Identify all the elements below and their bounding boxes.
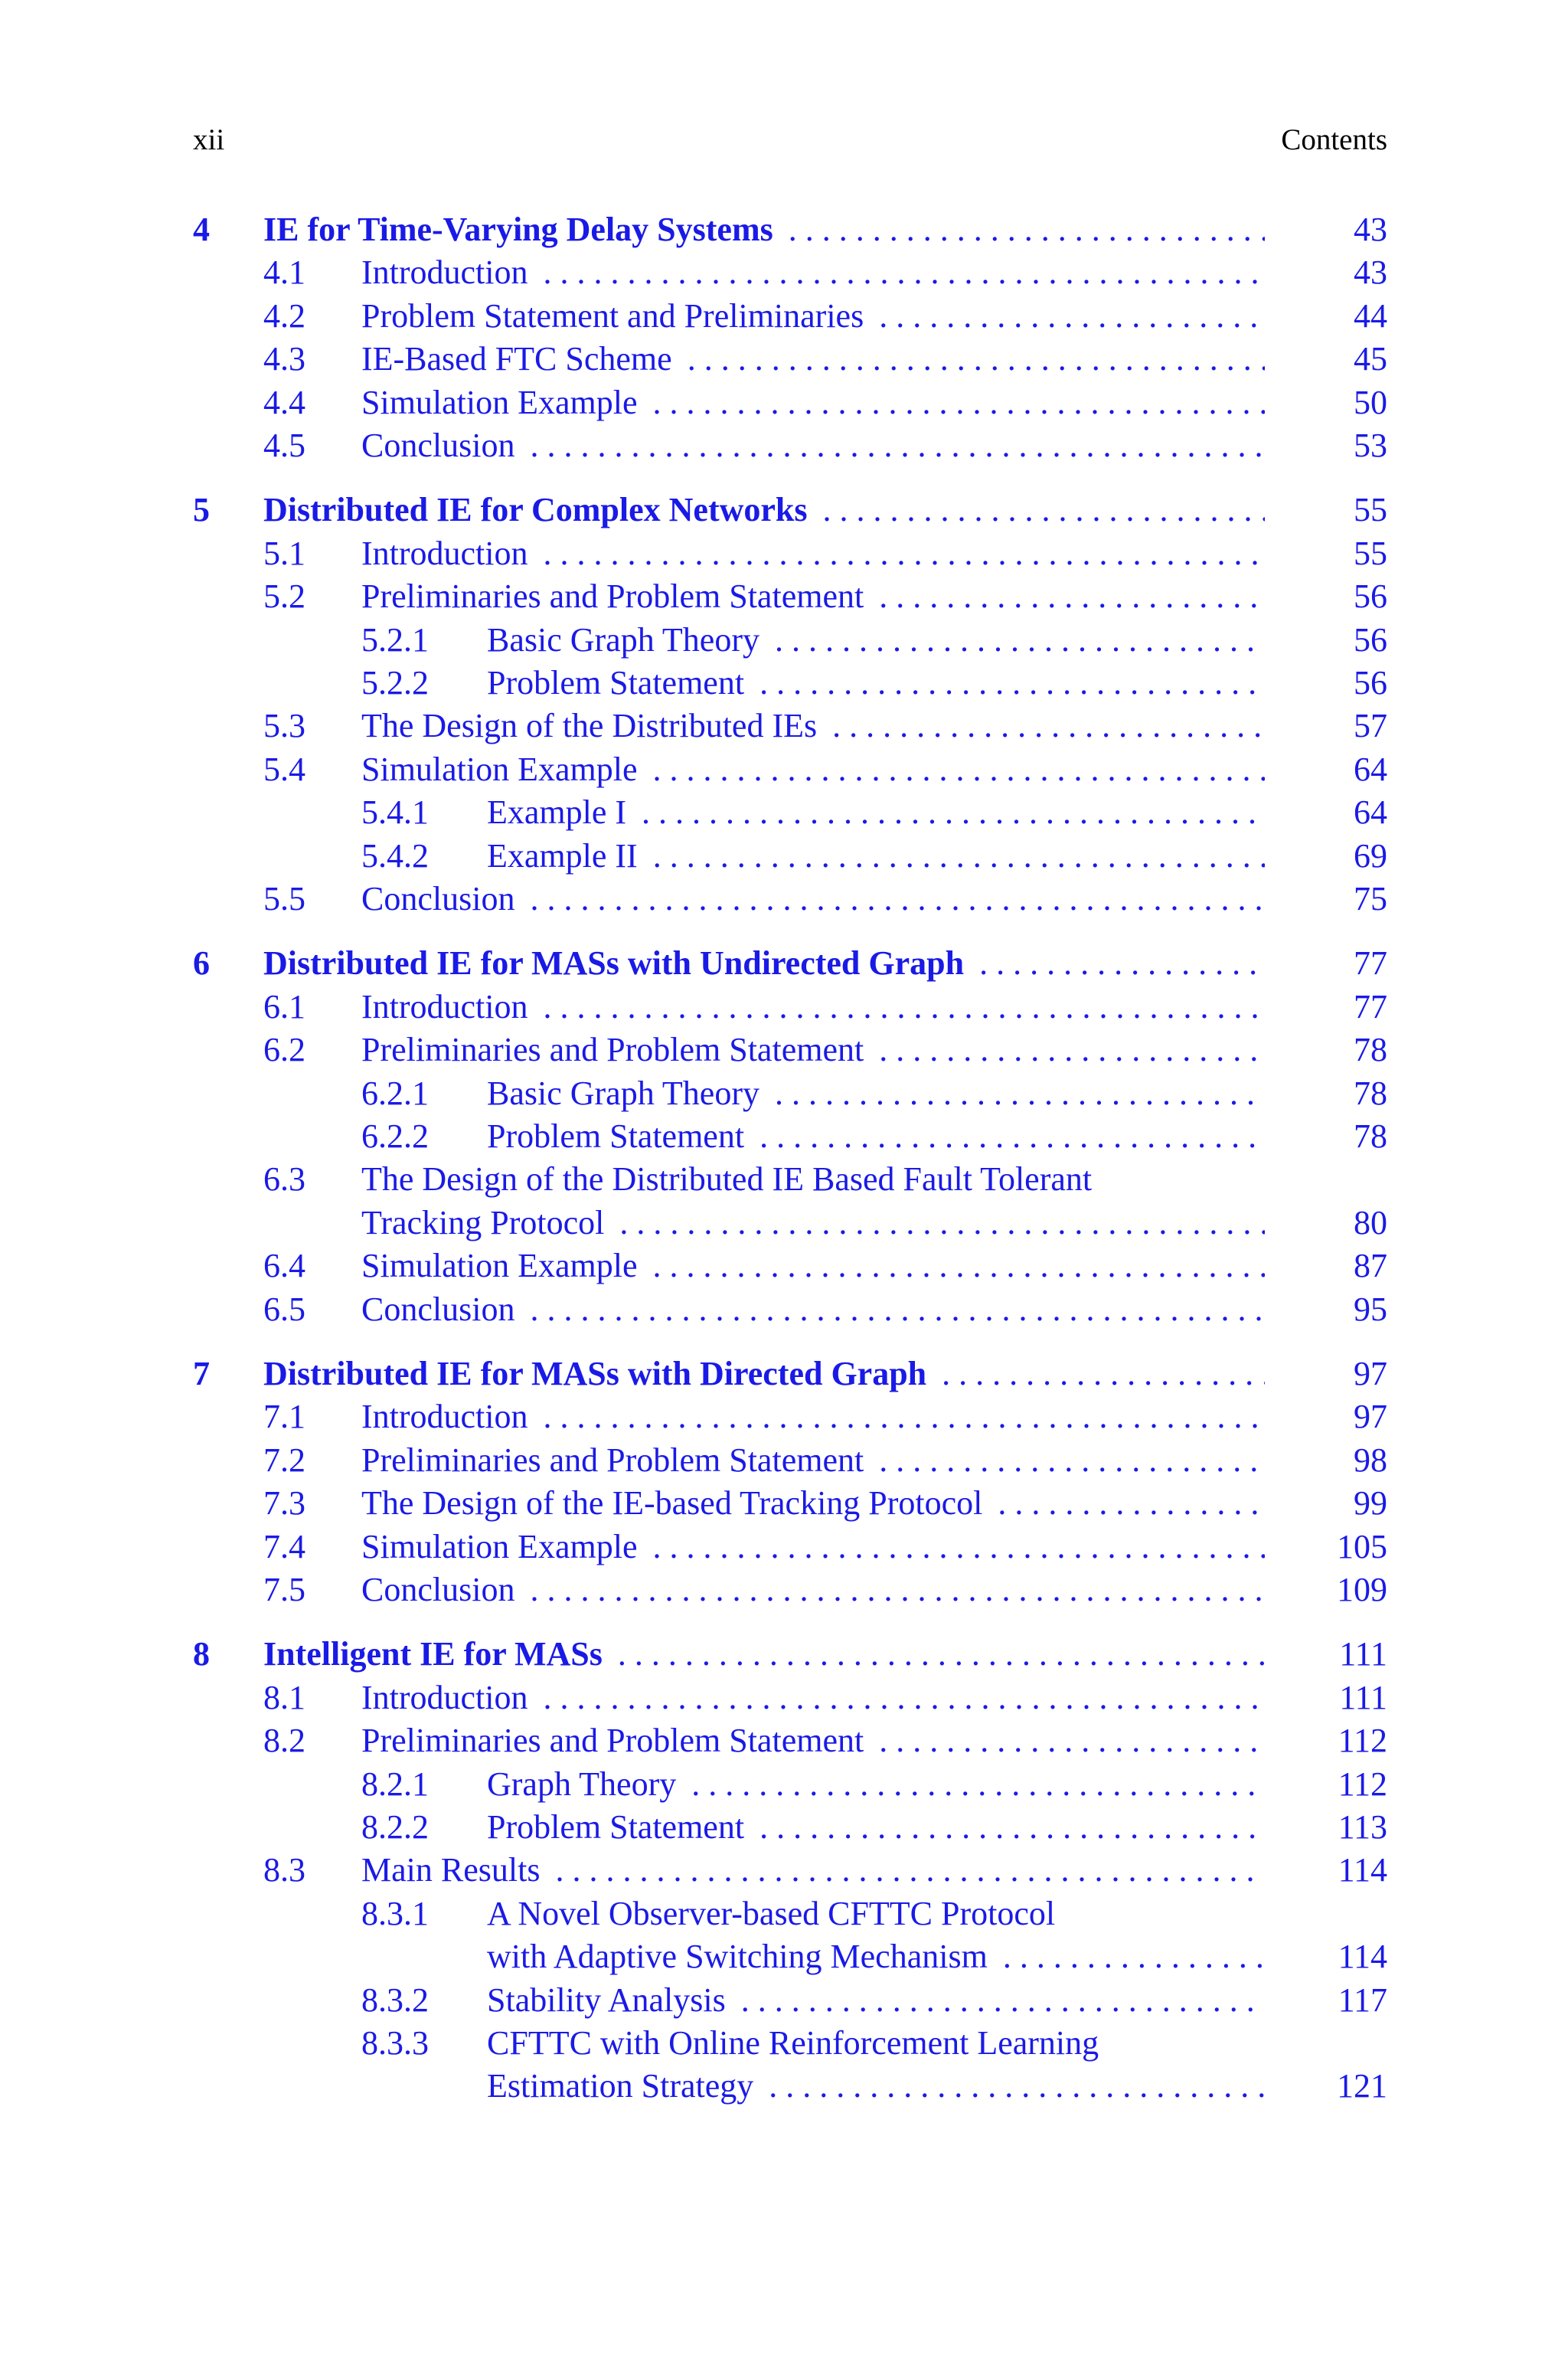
dot-leader — [544, 986, 1265, 1029]
entry-number: 7.3 — [263, 1484, 305, 1523]
dot-leader — [530, 1568, 1265, 1611]
toc-section-entry[interactable] — [193, 1288, 1387, 1331]
dot-leader — [879, 1719, 1265, 1762]
entry-page-number: 57 — [1354, 707, 1387, 745]
entry-number: 8.2.2 — [361, 1808, 429, 1846]
toc-section-entry[interactable] — [193, 1935, 1387, 1978]
entry-title-link[interactable]: Estimation Strategy — [487, 2067, 754, 2105]
entry-title-link[interactable]: Problem Statement and Preliminaries — [361, 296, 864, 335]
entry-page-number: 56 — [1354, 620, 1387, 659]
entry-page-number: 97 — [1354, 1398, 1387, 1436]
entry-number: 5.2.1 — [361, 620, 429, 659]
dot-leader — [823, 489, 1266, 532]
entry-number: 8.3 — [263, 1851, 305, 1889]
entry-number: 4.5 — [263, 427, 305, 464]
entry-number: 7.1 — [263, 1398, 305, 1436]
toc-section-entry[interactable] — [193, 1202, 1387, 1245]
entry-page-number: 114 — [1338, 1938, 1387, 1976]
dot-leader — [653, 1245, 1265, 1287]
toc-section-entry[interactable] — [193, 1763, 1387, 1806]
entry-page-number: 50 — [1354, 383, 1387, 421]
toc-section-entry[interactable] — [193, 1115, 1387, 1158]
running-title: Contents — [1281, 123, 1387, 156]
dot-leader — [555, 1849, 1265, 1892]
entry-number: 8.3.2 — [361, 1981, 429, 2019]
entry-page-number: 95 — [1354, 1290, 1387, 1328]
toc-section-entry[interactable] — [193, 791, 1387, 834]
entry-title-link[interactable]: Conclusion — [361, 1571, 515, 1608]
entry-title-link[interactable]: The Design of the Distributed IE Based Fault Tolerant — [361, 1160, 1093, 1199]
entry-page-number: 53 — [1354, 427, 1387, 464]
dot-leader — [998, 1482, 1265, 1525]
entry-page-number: 55 — [1354, 534, 1387, 572]
entry-number: 4.2 — [263, 296, 305, 335]
entry-page-number: 77 — [1354, 944, 1387, 983]
entry-title-link[interactable]: The Design of the IE-based Tracking Protocol — [361, 1484, 983, 1523]
toc-section-entry[interactable] — [193, 424, 1387, 467]
dot-leader — [760, 1115, 1265, 1158]
entry-page-number: 117 — [1338, 1981, 1387, 2019]
entry-number: 5.1 — [263, 534, 305, 572]
entry-title-link[interactable]: Example II — [487, 836, 638, 875]
toc-section-entry[interactable] — [193, 835, 1387, 878]
entry-number: 7.2 — [263, 1441, 305, 1479]
toc-section-entry[interactable] — [193, 1439, 1387, 1482]
toc-section-entry[interactable] — [193, 575, 1387, 618]
entry-number: 8.3.1 — [361, 1894, 429, 1932]
dot-leader — [789, 208, 1265, 251]
toc-section-entry[interactable] — [193, 295, 1387, 338]
toc-section-entry[interactable] — [193, 381, 1387, 424]
entry-number: 5.3 — [263, 707, 305, 745]
entry-title-link[interactable]: Preliminaries and Problem Statement — [361, 577, 864, 616]
entry-title-link[interactable]: IE for Time-Varying Delay Systems — [263, 211, 773, 248]
entry-number: 4 — [193, 211, 210, 248]
entry-page-number: 97 — [1354, 1355, 1387, 1392]
entry-title-link[interactable]: Introduction — [361, 1678, 528, 1716]
entry-page-number: 44 — [1354, 296, 1387, 335]
dot-leader — [688, 338, 1265, 381]
entry-title-link[interactable]: Introduction — [361, 1398, 528, 1436]
entry-number: 8.1 — [263, 1678, 305, 1716]
entry-title-link[interactable]: Stability Analysis — [487, 1981, 726, 2019]
dot-leader — [879, 1029, 1265, 1071]
entry-number: 5.4 — [263, 750, 305, 788]
toc-section-entry[interactable] — [193, 662, 1387, 705]
toc-section-entry[interactable] — [193, 532, 1387, 575]
entry-page-number: 112 — [1338, 1722, 1387, 1760]
entry-title-link[interactable]: Introduction — [361, 534, 528, 572]
dot-leader — [879, 1439, 1265, 1482]
entry-number: 5.2.2 — [361, 664, 429, 702]
toc-section-entry[interactable] — [193, 748, 1387, 791]
dot-leader — [530, 424, 1265, 467]
entry-page-number: 87 — [1354, 1247, 1387, 1285]
entry-title-link[interactable]: IE-Based FTC Scheme — [361, 340, 672, 378]
entry-title-link[interactable]: Preliminaries and Problem Statement — [361, 1031, 864, 1069]
entry-title-link[interactable]: with Adaptive Switching Mechanism — [487, 1938, 988, 1976]
toc-chapter-entry[interactable] — [193, 489, 1387, 532]
entry-title-link[interactable]: Simulation Example — [361, 1527, 638, 1565]
toc-section-entry[interactable] — [193, 1029, 1387, 1071]
toc-section-entry[interactable] — [193, 1526, 1387, 1568]
entry-page-number: 56 — [1354, 664, 1387, 702]
entry-title-link[interactable]: Tracking Protocol — [361, 1203, 605, 1241]
entry-number: 6.2 — [263, 1031, 305, 1069]
dot-leader — [530, 1288, 1265, 1331]
dot-leader — [530, 878, 1265, 921]
dot-leader — [760, 662, 1265, 705]
entry-number: 7.5 — [263, 1571, 305, 1608]
entry-title-link[interactable]: Distributed IE for MASs with Undirected Graph — [263, 944, 965, 983]
toc-section-entry[interactable] — [193, 986, 1387, 1029]
dot-leader — [642, 791, 1265, 834]
entry-page-number: 64 — [1354, 793, 1387, 832]
toc-section-entry[interactable] — [193, 1568, 1387, 1611]
entry-title-link[interactable]: CFTTC with Online Reinforcement Learning — [487, 2024, 1099, 2062]
dot-leader — [741, 1979, 1265, 2022]
dot-leader — [544, 251, 1265, 294]
entry-number: 6.3 — [263, 1160, 305, 1199]
toc-section-entry[interactable] — [193, 1719, 1387, 1762]
entry-page-number: 114 — [1338, 1851, 1387, 1889]
dot-leader — [618, 1633, 1265, 1676]
dot-leader — [775, 1072, 1265, 1115]
toc-section-entry[interactable] — [193, 705, 1387, 747]
entry-page-number: 75 — [1354, 880, 1387, 918]
entry-title-link[interactable]: A Novel Observer-based CFTTC Protocol — [487, 1894, 1056, 1932]
entry-title-link[interactable]: The Design of the Distributed IEs — [361, 707, 818, 745]
entry-number: 4.1 — [263, 254, 305, 292]
toc-section-entry[interactable] — [193, 1158, 1387, 1201]
entry-title-link[interactable]: Conclusion — [361, 1290, 515, 1328]
entry-title-link[interactable]: Example I — [487, 793, 627, 832]
entry-page-number: 64 — [1354, 750, 1387, 788]
entry-number: 6.2.1 — [361, 1074, 429, 1112]
entry-number: 8 — [193, 1635, 210, 1673]
dot-leader — [832, 705, 1265, 747]
entry-page-number: 78 — [1354, 1117, 1387, 1155]
entry-title-link[interactable]: Basic Graph Theory — [487, 620, 760, 659]
entry-page-number: 77 — [1354, 987, 1387, 1025]
entry-page-number: 113 — [1338, 1808, 1387, 1846]
entry-number: 8.2 — [263, 1722, 305, 1760]
entry-title-link[interactable]: Simulation Example — [361, 383, 638, 421]
entry-page-number: 111 — [1339, 1678, 1387, 1716]
entry-page-number: 43 — [1354, 254, 1387, 292]
dot-leader — [879, 575, 1265, 618]
dot-leader — [879, 295, 1265, 338]
toc-section-entry[interactable] — [193, 1892, 1387, 1935]
entry-title-link[interactable]: Preliminaries and Problem Statement — [361, 1722, 864, 1760]
entry-page-number: 43 — [1354, 211, 1387, 248]
entry-page-number: 112 — [1338, 1765, 1387, 1803]
entry-number: 5.4.1 — [361, 793, 429, 832]
entry-page-number: 99 — [1354, 1484, 1387, 1523]
entry-page-number: 121 — [1337, 2067, 1387, 2105]
dot-leader — [653, 748, 1265, 791]
toc-section-entry[interactable] — [193, 1072, 1387, 1115]
entry-number: 5.2 — [263, 577, 305, 616]
dot-leader — [653, 835, 1265, 878]
entry-number: 4.4 — [263, 383, 305, 421]
entry-title-link[interactable]: Graph Theory — [487, 1765, 677, 1803]
toc-section-entry[interactable] — [193, 338, 1387, 381]
entry-number: 5 — [193, 491, 210, 529]
entry-page-number: 78 — [1354, 1074, 1387, 1112]
entry-page-number: 78 — [1354, 1031, 1387, 1069]
entry-title-link[interactable]: Introduction — [361, 987, 528, 1025]
entry-page-number: 105 — [1337, 1527, 1387, 1565]
toc-chapter-entry[interactable] — [193, 208, 1387, 251]
toc-section-entry[interactable] — [193, 1979, 1387, 2022]
entry-page-number: 109 — [1337, 1571, 1387, 1608]
toc-chapter-entry[interactable] — [193, 942, 1387, 985]
toc-section-entry[interactable] — [193, 1676, 1387, 1719]
dot-leader — [775, 619, 1265, 662]
toc-chapter-entry[interactable] — [193, 1353, 1387, 1395]
toc-section-entry[interactable] — [193, 619, 1387, 662]
entry-number: 7.4 — [263, 1527, 305, 1565]
entry-title-link[interactable]: Intelligent IE for MASs — [263, 1635, 603, 1673]
dot-leader — [760, 1806, 1265, 1849]
page-number: xii — [193, 123, 225, 156]
dot-leader — [1003, 1935, 1265, 1978]
entry-number: 6.4 — [263, 1247, 305, 1285]
entry-number: 4.3 — [263, 340, 305, 378]
entry-page-number: 69 — [1354, 836, 1387, 875]
toc-section-entry[interactable] — [193, 1806, 1387, 1849]
entry-number: 6.1 — [263, 987, 305, 1025]
entry-number: 6 — [193, 944, 210, 983]
entry-title-link[interactable]: Introduction — [361, 254, 528, 292]
dot-leader — [979, 942, 1265, 985]
entry-number: 5.4.2 — [361, 836, 429, 875]
entry-title-link[interactable]: Basic Graph Theory — [487, 1074, 760, 1112]
entry-title-link[interactable]: Problem Statement — [487, 664, 745, 702]
entry-title-link[interactable]: Distributed IE for MASs with Directed Graph — [263, 1355, 927, 1392]
entry-title-link[interactable]: Preliminaries and Problem Statement — [361, 1441, 864, 1479]
entry-number: 5.5 — [263, 880, 305, 918]
entry-title-link[interactable]: Conclusion — [361, 427, 515, 464]
dot-leader — [653, 1526, 1265, 1568]
toc-section-entry[interactable] — [193, 1849, 1387, 1892]
toc-section-entry[interactable] — [193, 2065, 1387, 2108]
dot-leader — [544, 1395, 1265, 1438]
dot-leader — [691, 1763, 1265, 1806]
toc-chapter-entry[interactable] — [193, 1633, 1387, 1676]
toc-section-entry[interactable] — [193, 251, 1387, 294]
entry-page-number: 98 — [1354, 1441, 1387, 1479]
entry-page-number: 80 — [1354, 1203, 1387, 1241]
dot-leader — [942, 1353, 1265, 1395]
toc-section-entry[interactable] — [193, 1245, 1387, 1287]
entry-title-link[interactable]: Main Results — [361, 1851, 541, 1889]
dot-leader — [544, 1676, 1265, 1719]
toc-section-entry[interactable] — [193, 2022, 1387, 2065]
entry-title-link[interactable]: Conclusion — [361, 880, 515, 918]
entry-number: 6.5 — [263, 1290, 305, 1328]
entry-page-number: 55 — [1354, 491, 1387, 529]
toc-section-entry[interactable] — [193, 1482, 1387, 1525]
entry-title-link[interactable]: Simulation Example — [361, 750, 638, 788]
entry-title-link[interactable]: Simulation Example — [361, 1247, 638, 1285]
dot-leader — [619, 1202, 1265, 1245]
dot-leader — [769, 2065, 1265, 2108]
entry-title-link[interactable]: Problem Statement — [487, 1117, 745, 1155]
entry-number: 7 — [193, 1355, 210, 1392]
entry-number: 8.2.1 — [361, 1765, 429, 1803]
dot-leader — [544, 532, 1265, 575]
toc-section-entry[interactable] — [193, 878, 1387, 921]
entry-page-number: 111 — [1339, 1635, 1387, 1673]
entry-number: 6.2.2 — [361, 1117, 429, 1155]
entry-page-number: 45 — [1354, 340, 1387, 378]
entry-title-link[interactable]: Problem Statement — [487, 1808, 745, 1846]
entry-page-number: 56 — [1354, 577, 1387, 616]
entry-title-link[interactable]: Distributed IE for Complex Networks — [263, 491, 808, 529]
toc-section-entry[interactable] — [193, 1395, 1387, 1438]
entry-number: 8.3.3 — [361, 2024, 429, 2062]
dot-leader — [653, 381, 1265, 424]
